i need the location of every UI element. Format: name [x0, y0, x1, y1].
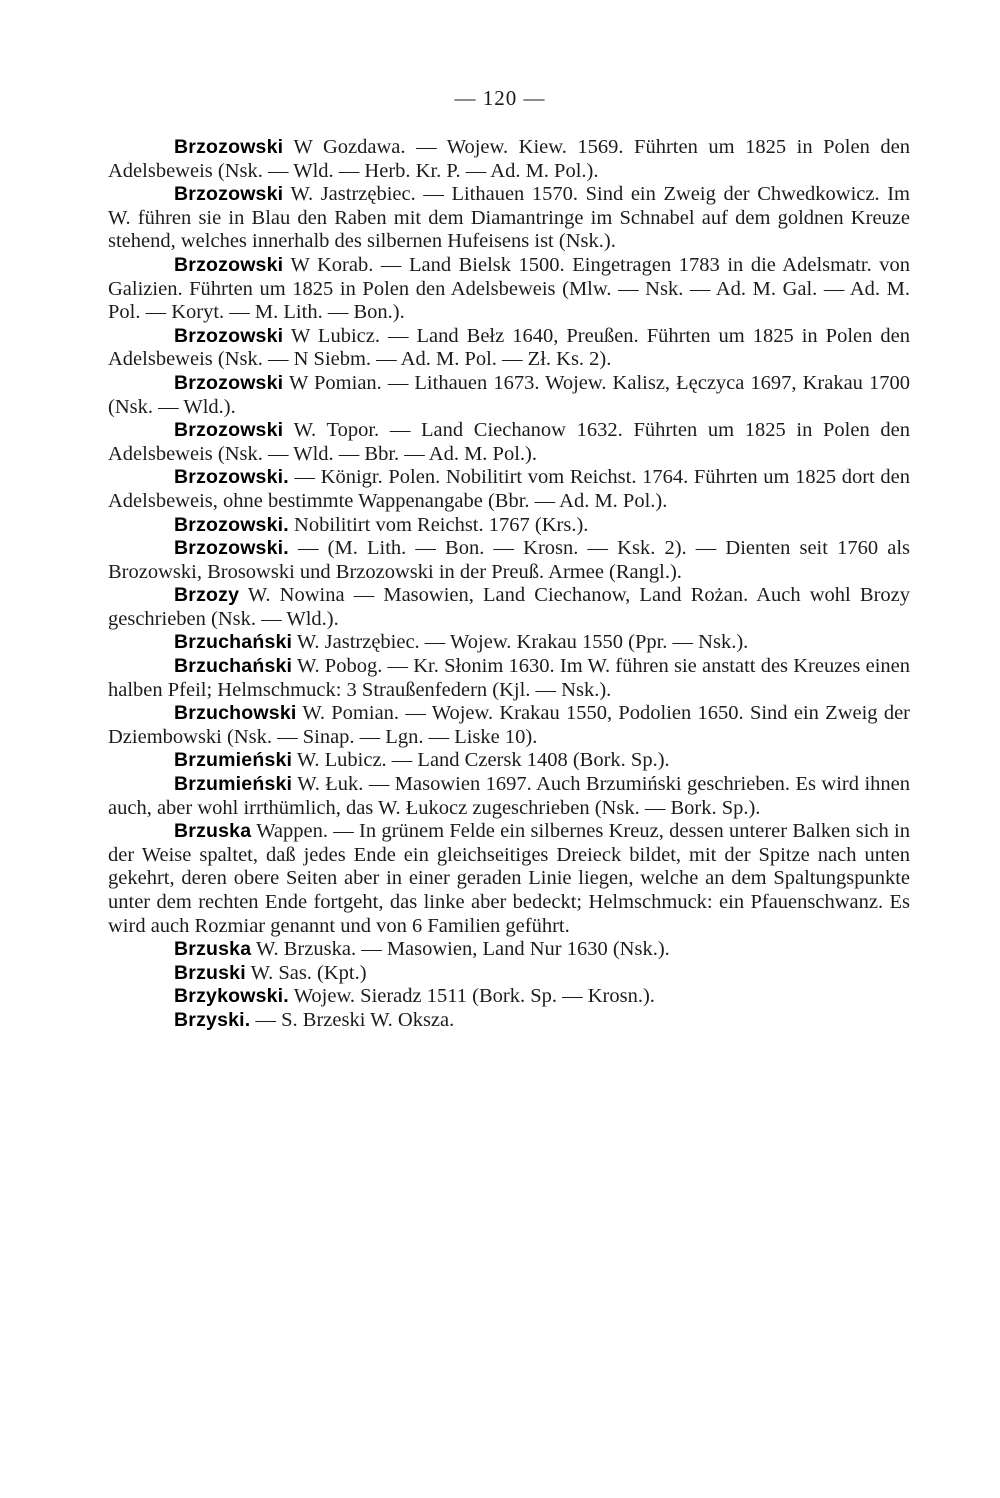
entry — [108, 749, 910, 773]
entry-headword: Brzozowski — [174, 183, 284, 206]
entry-text: W. Jastrzębiec. — Wojew. Krakau 1550 (Ppr. — Nsk.). — [296, 631, 749, 654]
entry — [108, 514, 910, 538]
entry-headword: Brzuchański — [174, 655, 293, 678]
page-number: — 120 — — [454, 86, 546, 110]
entry-text: W Korab. — Land Bielsk 1500. Eingetragen 1783 in die Adelsmatr. von Galizien. Führten um 1825 in Polen den Adelsbeweis (Mlw. — Nsk. — Ad. M. Gal. — Ad. M. Pol. — Koryt. — M. Lith. — Bon.). — [108, 253, 910, 324]
entry-headword: Brzozowski — [174, 136, 284, 158]
entry-text: W. Nowina — Masowien, Land Ciechanow, Land Rożan. Auch wohl Brozy geschrieben (Nsk. — Wld.). — [108, 584, 910, 630]
entry-headword: Brzozowski — [174, 371, 284, 394]
entry-headword: Brzyski. — [174, 1008, 251, 1031]
entry — [108, 254, 910, 325]
entry-headword: Brzuchowski — [174, 702, 297, 725]
dictionary-entries — [108, 136, 910, 1033]
entry-text: — Königr. Polen. Nobilitirt vom Reichst. 1764. Führten um 1825 dort den Adelsbeweis, ohne bestimmte Wappenangabe (Bbr. — Ad. M. Pol.). — [108, 466, 910, 512]
entry-text: Wappen. — In grünem Felde ein silbernes Kreuz, dessen unterer Balken sich in der Weise spaltet, daß jedes Ende ein gleichseitiges Dreieck bildet, mit der Spitze nach unten gekehrt, deren obere Seiten aber in einer geraden Linie liegen, welche an dem Spaltungspunkte unter dem rechten Ende fortgeht, das linke aber bedeckt; Helmschmuck: ein Pfauenschwanz. Es wird auch Rozmiar genannt und von 6 Familien geführt. — [108, 820, 910, 937]
entry-text: W. Topor. — Land Ciechanow 1632. Führten um 1825 in Polen den Adelsbeweis (Nsk. — Wld. — Bbr. — Ad. M. Pol.). — [108, 419, 910, 465]
entry-text: W Pomian. — Lithauen 1673. Wojew. Kalisz, Łęczyca 1697, Krakau 1700 (Nsk. — Wld.). — [108, 371, 910, 418]
entry — [108, 325, 910, 372]
entry-headword: Brzozowski — [174, 324, 284, 347]
entry — [108, 773, 910, 820]
entry-headword: Brzumieński — [174, 773, 293, 796]
entry-text: W. Pomian. — Wojew. Krakau 1550, Podolien 1650. Sind ein Zweig der Dziembowski (Nsk. — Sinap. — Lgn. — Liske 10). — [108, 702, 910, 748]
entry — [108, 820, 910, 938]
entry-headword: Brzozowski. — [174, 466, 289, 489]
entry-headword: Brzumieński — [174, 749, 293, 772]
entry — [108, 702, 910, 749]
entry-headword: Brzozowski. — [174, 513, 289, 536]
entry-text: — S. Brzeski W. Oksza. — [255, 1008, 455, 1031]
entry — [108, 655, 910, 702]
entry-headword: Brzozowski — [174, 419, 284, 442]
entry — [108, 372, 910, 419]
entry-headword: Brzykowski. — [174, 985, 289, 1008]
entry-text: W. Łuk. — Masowien 1697. Auch Brzumiński geschrieben. Es wird ihnen auch, aber wohl irrthümlich, das W. Łukocz zugeschrieben (Nsk. — Bork. Sp.). — [108, 773, 910, 819]
entry — [108, 466, 910, 513]
entry — [108, 938, 910, 962]
entry — [108, 136, 910, 183]
entry — [108, 631, 910, 655]
entry-text: Wojew. Sieradz 1511 (Bork. Sp. — Krosn.). — [293, 985, 655, 1008]
entry — [108, 419, 910, 466]
entry-text: W. Lubicz. — Land Czersk 1408 (Bork. Sp.). — [296, 749, 670, 772]
entry-headword: Brzuchański — [174, 631, 293, 654]
entry — [108, 1009, 910, 1033]
entry-text: W. Brzuska. — Masowien, Land Nur 1630 (Nsk.). — [256, 938, 670, 961]
entry — [108, 985, 910, 1009]
entry-headword: Brzozy — [174, 584, 240, 607]
entry-headword: Brzozowski. — [174, 537, 289, 560]
entry — [108, 962, 910, 986]
entry-headword: Brzuski — [174, 961, 246, 984]
entry — [108, 183, 910, 254]
entry-headword: Brzozowski — [174, 253, 284, 276]
entry-text: W Gozdawa. — Wojew. Kiew. 1569. Führten um 1825 in Polen den Adelsbeweis (Nsk. — Wld. — Herb. Kr. P. — Ad. M. Pol.). — [108, 136, 910, 182]
entry-text: Nobilitirt vom Reichst. 1767 (Krs.). — [294, 513, 589, 536]
entry-text: W Lubicz. — Land Bełz 1640, Preußen. Führten um 1825 in Polen den Adelsbeweis (Nsk. — N Siebm. — Ad. M. Pol. — Zł. Ks. 2). — [108, 324, 910, 371]
entry-headword: Brzuska — [174, 938, 252, 961]
entry-headword: Brzuska — [174, 820, 252, 843]
entry-text: W. Jastrzębiec. — Lithauen 1570. Sind ein Zweig der Chwedkowicz. Im W. führen sie in Blau den Raben mit dem Diamantringe im Schnabel auf dem goldnen Kreuze stehend, welches innerhalb des silbernen Hufeisens ist (Nsk.). — [108, 183, 910, 253]
entry — [108, 584, 910, 631]
entry-text: W. Sas. (Kpt.) — [250, 961, 367, 984]
entry — [108, 537, 910, 584]
entry-text: — (M. Lith. — Bon. — Krosn. — Ksk. 2). — Dienten seit 1760 als Brozowski, Brosowski und Brzozowski in der Preuß. Armee (Rangl.). — [108, 537, 910, 583]
entry-text: W. Pobog. — Kr. Słonim 1630. Im W. führen sie anstatt des Kreuzes einen halben Pfeil; Helmschmuck: 3 Straußenfedern (Kjl. — Nsk.). — [108, 655, 910, 701]
